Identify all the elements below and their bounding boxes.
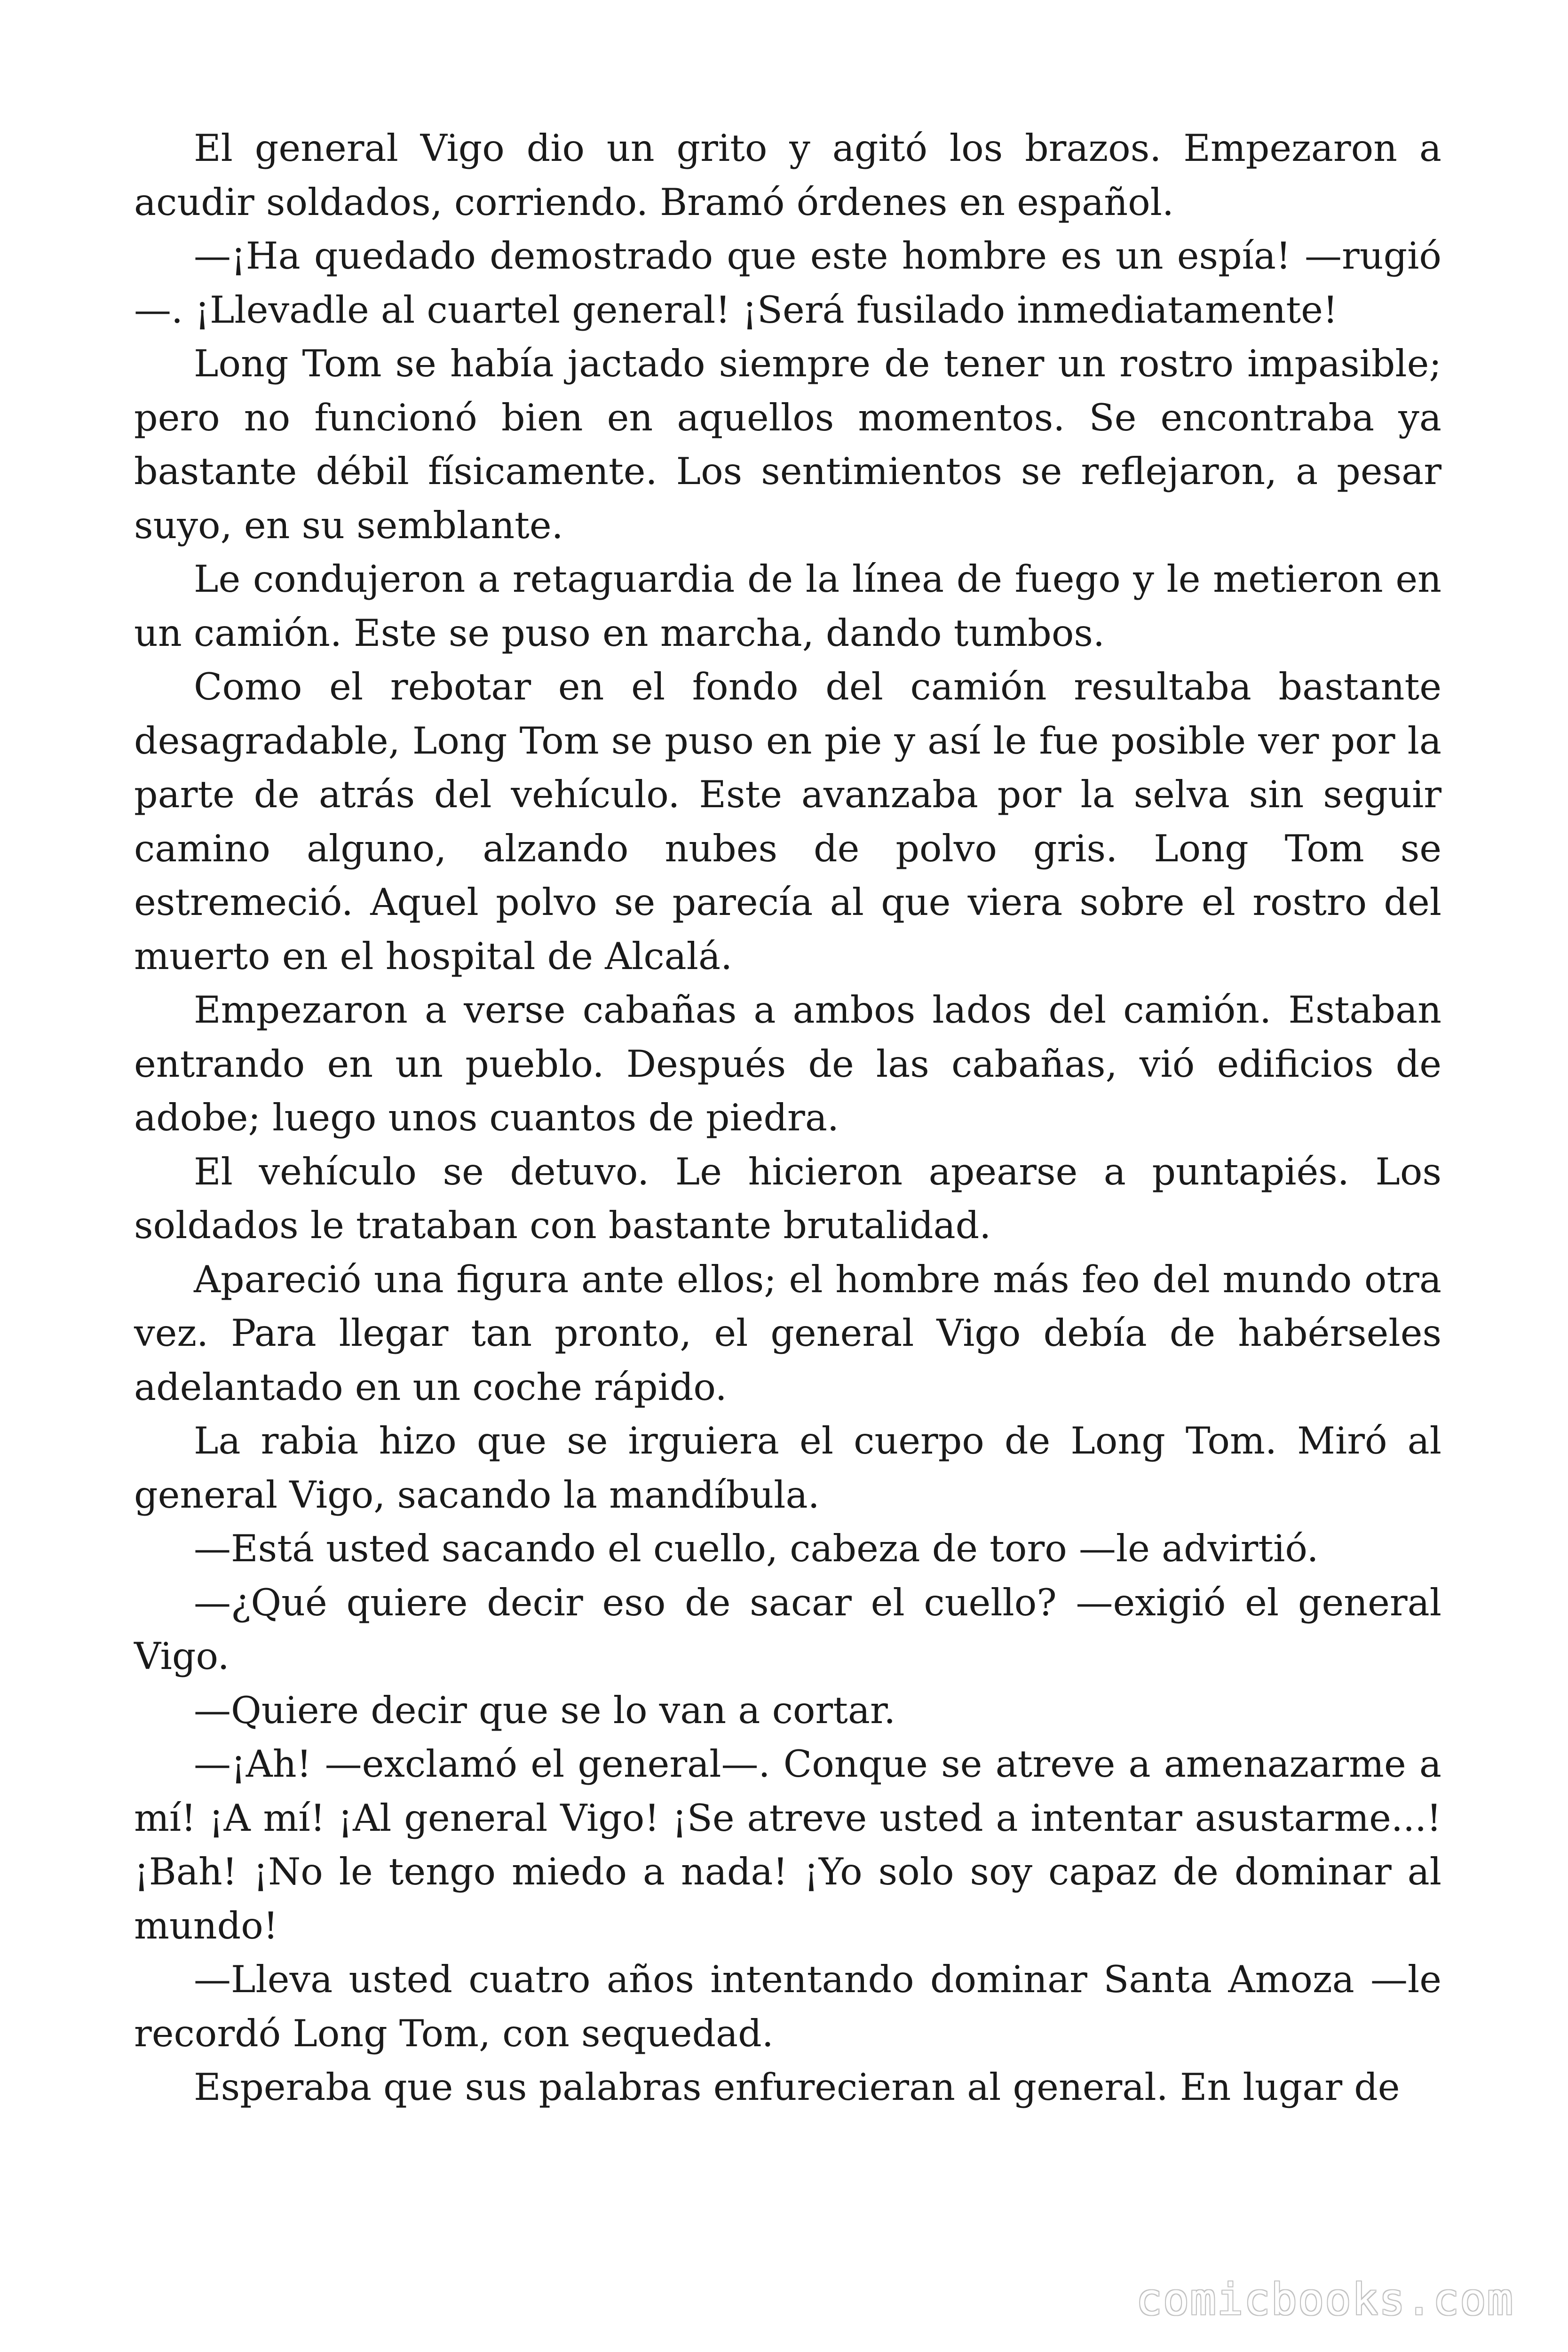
paragraph: Apareció una figura ante ellos; el hombre más feo del mundo otra vez. Para llegar tan pronto, el general Vigo debía de habérseles adelantado en un coche rápido. [134,1257,1441,1409]
watermark: comicbooks.com [1136,2274,1514,2325]
paragraph: —¡Ah! —exclamó el general—. Conque se atreve a amenazarme a mí! ¡A mí! ¡Al general Vigo! ¡Se atreve usted a intentar asustarme...! ¡Bah! ¡No le tengo miedo a nada! ¡Yo solo soy capaz de dominar al mundo! [134,1742,1441,1947]
paragraph: Esperaba que sus palabras enfurecieran al general. En lugar de [194,2066,1400,2109]
paragraph: Como el rebotar en el fondo del camión resultaba bastante desagradable, Long Tom se puso en pie y así le fue posible ver por la parte de atrás del vehículo. Este avanzaba por la selva sin seguir camino alguno, alzando nubes de polvo gris. Long Tom se estremeció. Aquel polvo se parecía al que viera sobre el rostro del muerto en el hospital de Alcalá. [134,665,1441,978]
paragraph: Empezaron a verse cabañas a ambos lados del camión. Estaban entrando en un pueblo. Después de las cabañas, vió edificios de adobe; luego unos cuantos de piedra. [134,988,1441,1139]
paragraph: Le condujeron a retaguardia de la línea de fuego y le metieron en un camión. Este se puso en marcha, dando tumbos. [134,557,1441,655]
paragraph: —Quiere decir que se lo van a cortar. [194,1688,896,1732]
paragraph: El general Vigo dio un grito y agitó los brazos. Empezaron a acudir soldados, corriendo. Bramó órdenes en español. [134,127,1441,224]
paragraph: Long Tom se había jactado siempre de tener un rostro impasible; pero no funcionó bien en aquellos momentos. Se encontraba ya bastante débil físicamente. Los sentimientos se reflejaron, a pesar suyo, en su semblante. [134,342,1441,547]
paragraph: El vehículo se detuvo. Le hicieron apearse a puntapiés. Los soldados le trataban con bastante brutalidad. [134,1150,1441,1247]
paragraph: —¿Qué quiere decir eso de sacar el cuello? —exigió el general Vigo. [134,1581,1441,1678]
paragraph: —Está usted sacando el cuello, cabeza de toro —le advirtió. [194,1527,1319,1570]
paragraph: La rabia hizo que se irguiera el cuerpo de Long Tom. Miró al general Vigo, sacando la mandíbula. [134,1419,1441,1517]
paragraph: —¡Ha quedado demostrado que este hombre es un espía! —rugió—. ¡Llevadle al cuartel general! ¡Será fusilado inmediatamente! [134,234,1441,332]
paragraph: —Lleva usted cuatro años intentando dominar Santa Amoza —le recordó Long Tom, con sequedad. [134,1958,1441,2055]
body-text [134,121,1441,2114]
